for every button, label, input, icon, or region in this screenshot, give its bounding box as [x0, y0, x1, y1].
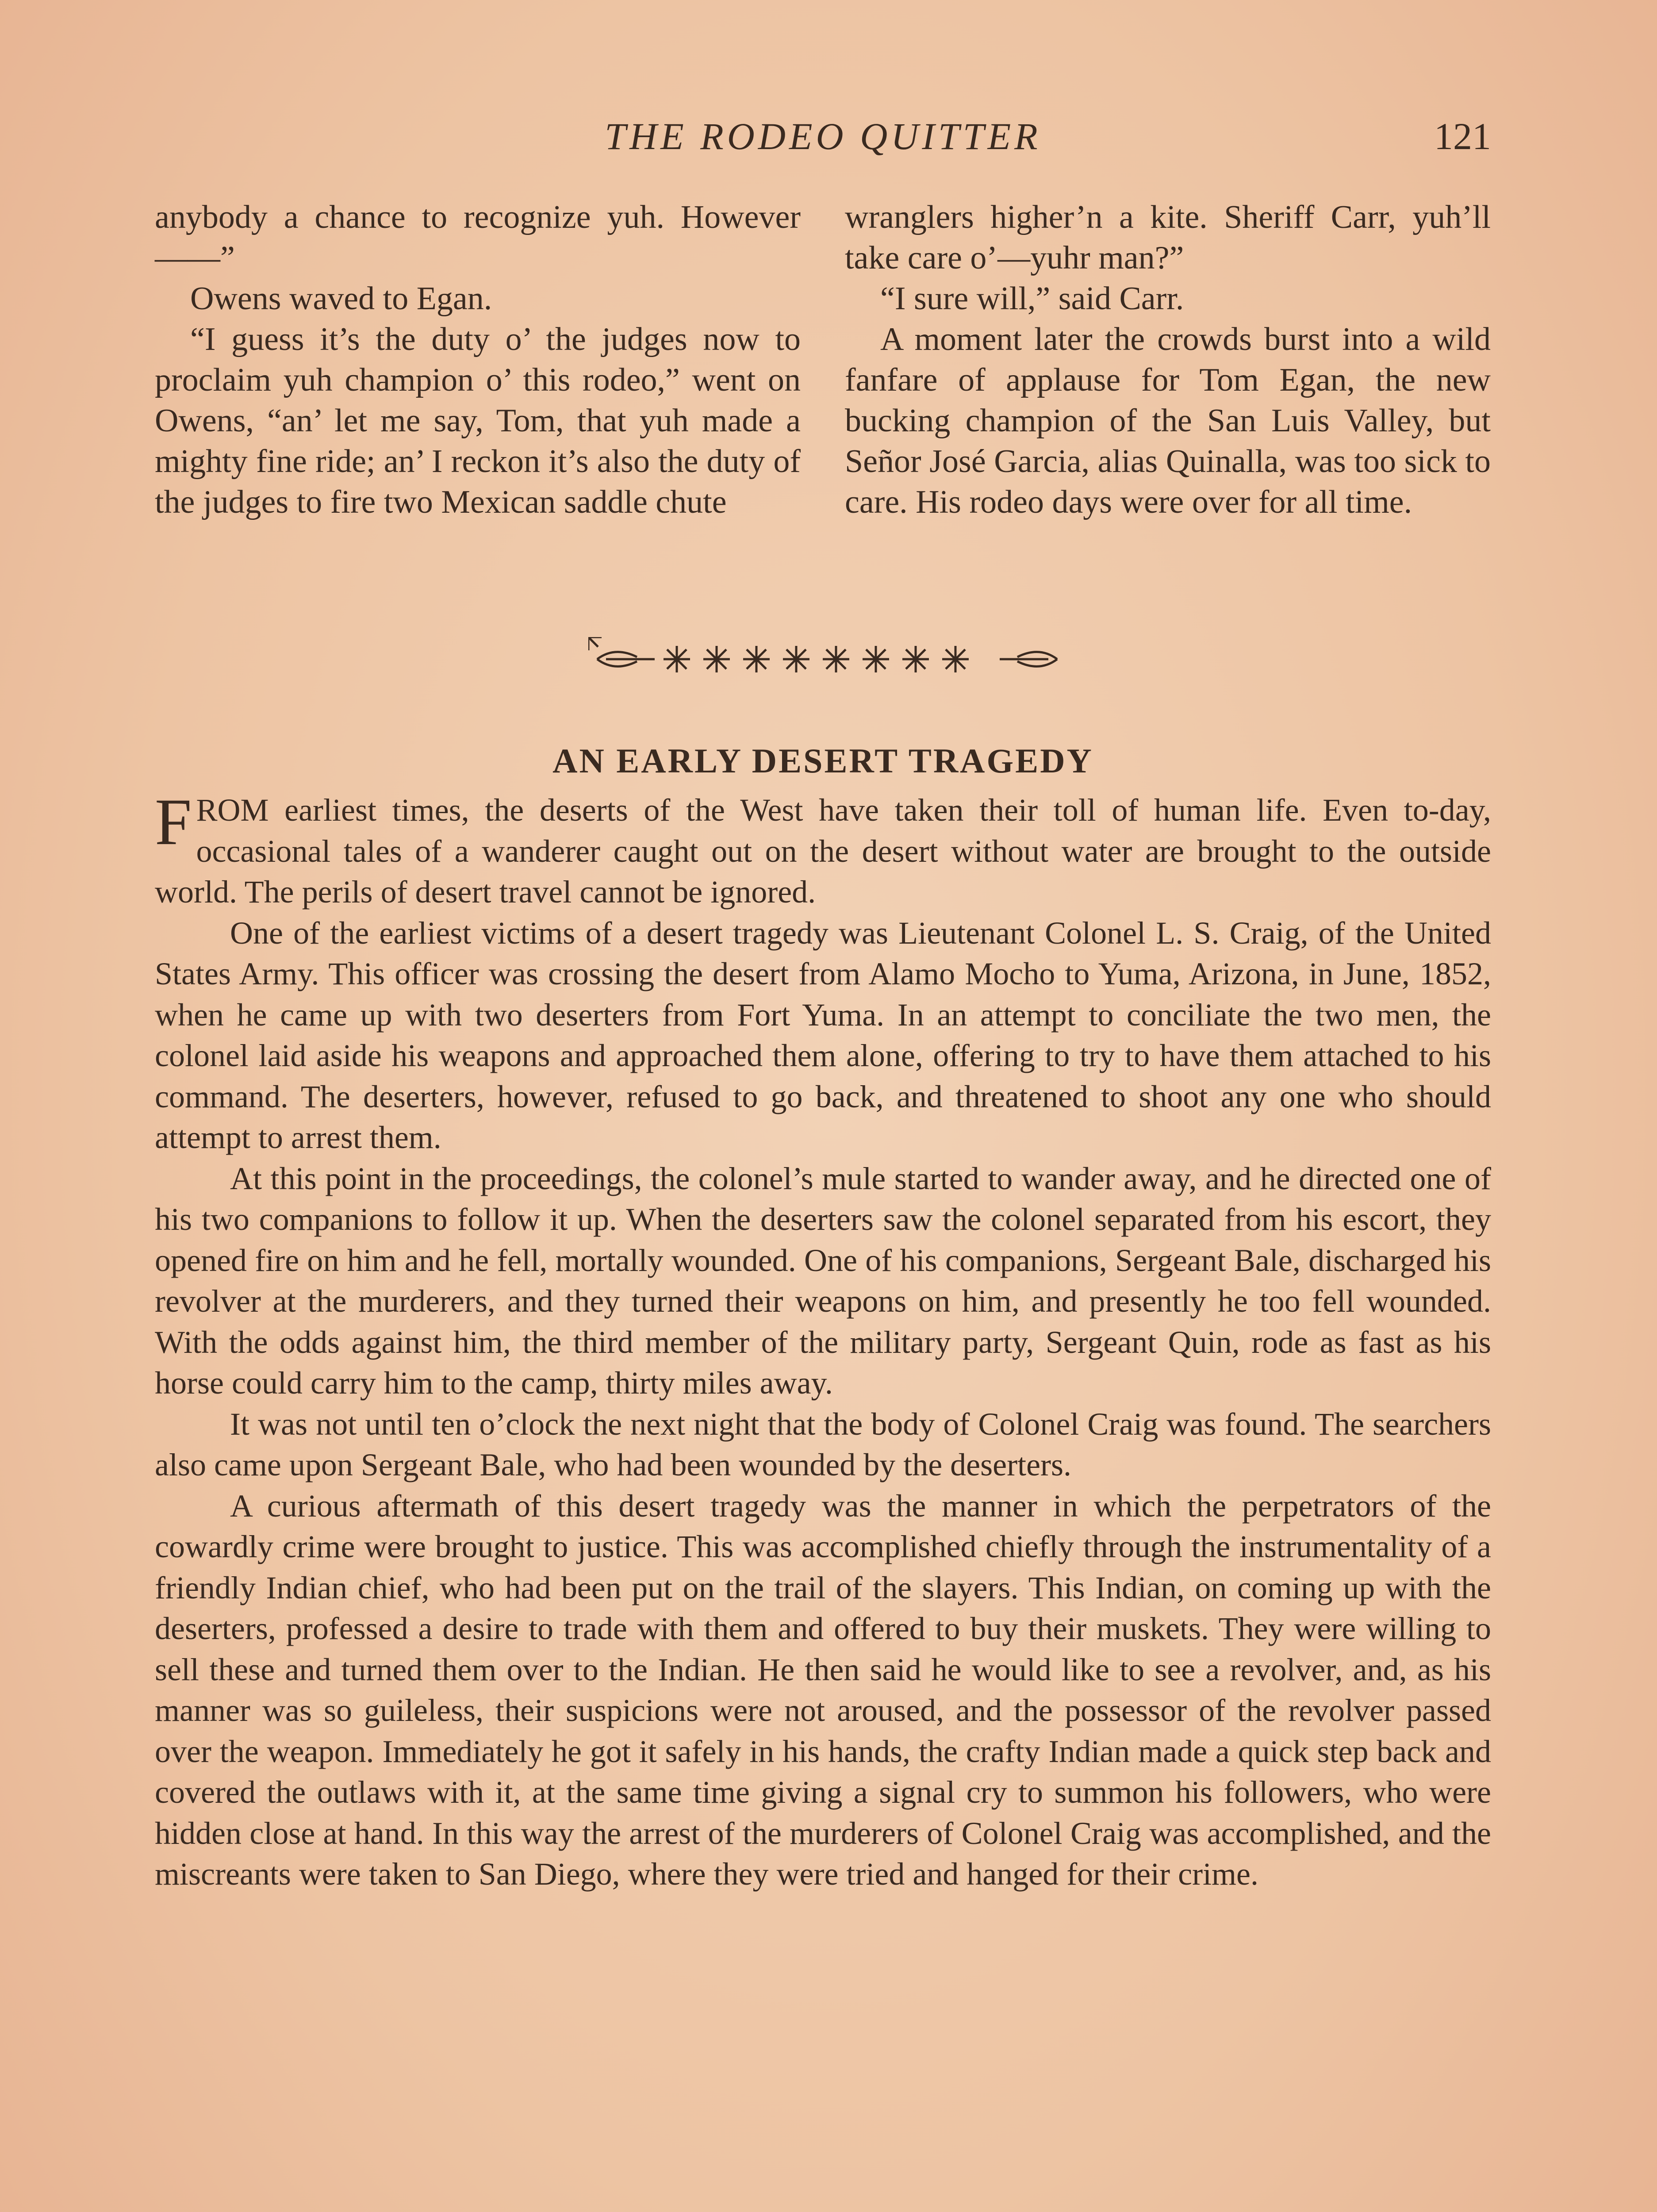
article-paragraph-3: At this point in the proceedings, the colonel’s mule started to wander away, and he directed one of his two companions to follow it up. When the deserters saw the colonel separated from his escort, they opened fire on him and he fell, mortally wounded. One of his companions, Sergeant Bale, discharged his revolver at the murderers, and they turned their weapons on him, and presently he too fell wounded. With the odds against him, the third member of the military party, Sergeant Quin, rode as fast as his horse could carry him to the camp, thirty miles away.: [155, 1160, 1491, 1401]
running-head: [155, 114, 1491, 163]
right-paragraph-3: A moment later the crowds burst into a wild fanfare of applause for Tom Egan, the new bucking champion of the San Luis Valley, but Señor José Garcia, alias Quinalla, was too sick to care. His rodeo days were over for all time.: [845, 321, 1491, 520]
article-title: AN EARLY DESERT TRAGEDY: [552, 741, 1093, 780]
left-paragraph-1: anybody a chance to recognize yuh. However——”: [155, 199, 801, 276]
right-paragraph-1: wranglers higher’n a kite. Sheriff Carr, yuh’ll take care o’—yuhr man?”: [845, 199, 1491, 276]
page-number: 121: [1434, 115, 1491, 157]
left-paragraph-2: Owens waved to Egan.: [190, 280, 492, 317]
running-title: THE RODEO QUITTER: [605, 115, 1041, 157]
right-paragraph-2: “I sure will,” said Carr.: [880, 280, 1184, 317]
left-paragraph-3: “I guess it’s the duty o’ the judges now to proclaim yuh champion o’ this rodeo,” went on Owens, “an’ let me say, Tom, that yuh made a mighty fine ride; an’ I reckon it’s also the duty of the judges to fire two Mexican saddle chute: [155, 321, 801, 520]
article-body: [155, 785, 1491, 2212]
article-paragraph-4: It was not until ten o’clock the next night that the body of Colonel Craig was found. The searchers also came upon Sergeant Bale, who had been wounded by the deserters.: [155, 1406, 1491, 1482]
article-paragraph-1: [155, 785, 1491, 913]
article-paragraph-1-text: ROM earliest times, the deserts of the West have taken their toll of human life. Even to-day, occasional tales of a wanderer caught out on the desert without water are brought to the outside world. The perils of desert travel cannot be ignored.: [155, 792, 1491, 910]
article-paragraph-2: One of the earliest victims of a desert tragedy was Lieutenant Colonel L. S. Craig, of the United States Army. This officer was crossing the desert from Alamo Mocho to Yuma, Arizona, in June, 1852, when he came up with two deserters from Fort Yuma. In an attempt to conciliate the two men, the colonel laid aside his weapons and approached them alone, offering to try to have them attached to his command. The deserters, however, refused to go back, and threatened to shoot any one who should attempt to arrest them.: [155, 915, 1491, 1155]
drop-cap: F: [155, 785, 192, 859]
decorative-divider-icon: [588, 637, 1066, 681]
left-column: [155, 197, 801, 577]
right-column: [845, 197, 1491, 577]
article-paragraph-5: A curious aftermath of this desert tragedy was the manner in which the perpetrators of the cowardly crime were brought to justice. This was accomplished chiefly through the instrumentality of a friendly Indian chief, who had been put on the trail of the slayers. This Indian, on coming up with the deserters, professed a desire to trade with them and offered to buy their muskets. They were willing to sell these and turned them over to the Indian. He then said he would like to see a revolver, and, as his manner was so guileless, their suspicions were not aroused, and the possessor of the revolver passed over the weapon. Immediately he got it safely in his hands, the crafty Indian made a quick step back and covered the outlaws with it, at the same time giving a signal cry to summon his followers, who were hidden close at hand. In this way the arrest of the murderers of Colonel Craig was accomplished, and the miscreants were taken to San Diego, where they were tried and hanged for their crime.: [155, 1488, 1491, 1892]
story-ending-columns: [155, 197, 1491, 577]
